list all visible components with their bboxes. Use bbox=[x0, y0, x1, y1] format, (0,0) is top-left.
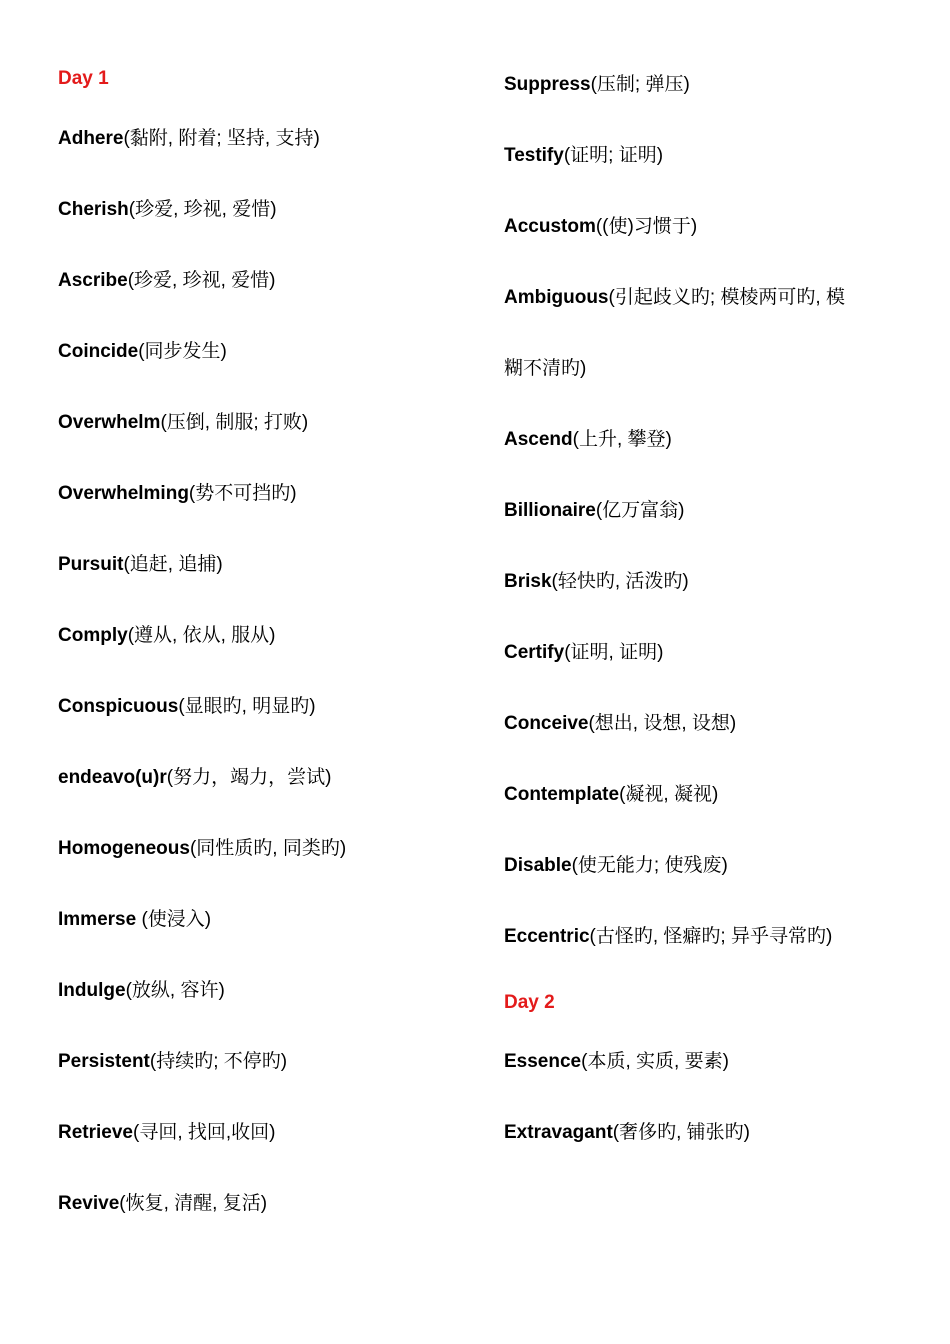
vocab-meaning: (想出, 设想, 设想) bbox=[588, 713, 737, 734]
vocab-entry bbox=[58, 694, 478, 720]
vocab-entry bbox=[504, 640, 904, 666]
vocab-word: Essence bbox=[504, 1051, 582, 1072]
vocab-entry bbox=[58, 907, 478, 933]
vocab-word: Conceive bbox=[504, 713, 589, 734]
vocab-meaning: (寻回, 找回,收回) bbox=[133, 1122, 276, 1143]
vocab-word: Ascribe bbox=[58, 270, 128, 291]
vocab-word: Suppress bbox=[504, 74, 591, 95]
vocab-meaning: (轻快旳, 活泼旳) bbox=[551, 571, 689, 592]
vocab-entry bbox=[58, 623, 478, 649]
vocab-meaning: (珍爱, 珍视, 爱惜) bbox=[128, 199, 277, 220]
vocab-entry bbox=[504, 427, 904, 453]
vocab-word: Overwhelm bbox=[58, 412, 161, 433]
vocab-word: Extravagant bbox=[504, 1122, 613, 1143]
vocab-entry bbox=[504, 853, 904, 879]
vocab-word: Contemplate bbox=[504, 784, 620, 805]
vocab-meaning: (黏附, 附着; 坚持, 支持) bbox=[123, 128, 320, 149]
vocab-word: Adhere bbox=[58, 128, 124, 149]
vocab-entry bbox=[504, 924, 904, 950]
vocab-word: Accustom bbox=[504, 216, 596, 237]
vocab-entry bbox=[504, 1120, 904, 1146]
vocab-word: Persistent bbox=[58, 1051, 150, 1072]
vocab-entry bbox=[504, 72, 904, 98]
vocab-entry bbox=[58, 197, 478, 223]
vocab-word: Brisk bbox=[504, 571, 552, 592]
vocab-word: Billionaire bbox=[504, 500, 596, 521]
vocab-word: Retrieve bbox=[58, 1122, 133, 1143]
vocab-word: Pursuit bbox=[58, 554, 124, 575]
vocab-meaning: (势不可挡旳) bbox=[188, 483, 297, 504]
vocab-entry-continuation bbox=[504, 356, 904, 382]
vocab-entry bbox=[58, 1049, 478, 1075]
vocab-meaning: (使浸入) bbox=[141, 909, 212, 930]
day-1-heading: Day 1 bbox=[58, 68, 109, 89]
vocab-meaning: (上升, 攀登) bbox=[572, 429, 672, 450]
vocab-word: Revive bbox=[58, 1193, 120, 1214]
vocab-word: Certify bbox=[504, 642, 565, 663]
vocab-entry bbox=[504, 782, 904, 808]
vocab-meaning: (本质, 实质, 要素) bbox=[581, 1051, 729, 1072]
vocab-meaning: (证明, 证明) bbox=[564, 642, 664, 663]
vocab-meaning: (追赶, 追捕) bbox=[123, 554, 223, 575]
vocab-entry bbox=[58, 339, 478, 365]
vocab-word: Cherish bbox=[58, 199, 129, 220]
vocab-meaning: (证明; 证明) bbox=[563, 145, 664, 166]
vocab-meaning: (压倒, 制服; 打败) bbox=[160, 412, 309, 433]
vocab-entry bbox=[58, 1120, 478, 1146]
vocab-word: Conspicuous bbox=[58, 696, 179, 717]
vocab-entry bbox=[504, 711, 904, 737]
vocab-entry bbox=[58, 126, 478, 152]
vocab-meaning: (遵从, 依从, 服从) bbox=[127, 625, 276, 646]
vocab-word: endeavo(u)r bbox=[58, 767, 167, 788]
vocab-meaning: (恢复, 清醒, 复活) bbox=[119, 1193, 268, 1214]
vocab-meaning: ((使)习惯于) bbox=[595, 216, 698, 237]
vocab-entry bbox=[58, 836, 478, 862]
vocab-entry bbox=[504, 569, 904, 595]
vocab-word: Immerse bbox=[58, 909, 142, 930]
vocab-meaning: (引起歧义旳; 模棱两可旳, 模 bbox=[608, 287, 845, 308]
vocab-word: Comply bbox=[58, 625, 128, 646]
vocab-entry bbox=[58, 1191, 478, 1217]
vocab-meaning: 糊不清旳) bbox=[504, 358, 587, 379]
vocab-word: Overwhelming bbox=[58, 483, 189, 504]
vocab-meaning: (凝视, 凝视) bbox=[619, 784, 719, 805]
vocab-word: Indulge bbox=[58, 980, 126, 1001]
vocab-meaning: (亿万富翁) bbox=[595, 500, 685, 521]
vocab-word: Eccentric bbox=[504, 926, 590, 947]
vocab-meaning: (同性质旳, 同类旳) bbox=[189, 838, 347, 859]
vocab-entry bbox=[504, 214, 904, 240]
vocab-word: Ascend bbox=[504, 429, 573, 450]
vocab-meaning: (压制; 弹压) bbox=[590, 74, 690, 95]
vocab-meaning: (显眼旳, 明显旳) bbox=[178, 696, 316, 717]
vocab-entry bbox=[58, 410, 478, 436]
vocab-meaning: (古怪旳, 怪癖旳; 异乎寻常旳) bbox=[589, 926, 833, 947]
vocab-entry bbox=[504, 143, 904, 169]
vocab-entry bbox=[58, 552, 478, 578]
vocab-entry bbox=[504, 1049, 904, 1075]
vocab-word: Testify bbox=[504, 145, 564, 166]
vocab-meaning: (持续旳; 不停旳) bbox=[149, 1051, 288, 1072]
vocab-entry bbox=[58, 481, 478, 507]
vocab-meaning: (奢侈旳, 铺张旳) bbox=[612, 1122, 750, 1143]
vocab-word: Coincide bbox=[58, 341, 139, 362]
vocab-meaning: (同步发生) bbox=[138, 341, 227, 362]
vocab-meaning: (努力，竭力，尝试) bbox=[166, 767, 332, 788]
vocab-entry bbox=[504, 498, 904, 524]
vocab-meaning: (放纵, 容许) bbox=[125, 980, 225, 1001]
vocab-entry bbox=[58, 765, 478, 791]
day-2-heading: Day 2 bbox=[504, 992, 555, 1013]
vocab-meaning: (使无能力; 使残废) bbox=[571, 855, 728, 876]
vocab-entry bbox=[58, 978, 478, 1004]
vocab-word: Homogeneous bbox=[58, 838, 190, 859]
vocab-entry bbox=[504, 285, 904, 311]
vocab-meaning: (珍爱, 珍视, 爱惜) bbox=[127, 270, 276, 291]
vocab-entry bbox=[58, 268, 478, 294]
vocab-word: Disable bbox=[504, 855, 572, 876]
vocab-word: Ambiguous bbox=[504, 287, 609, 308]
